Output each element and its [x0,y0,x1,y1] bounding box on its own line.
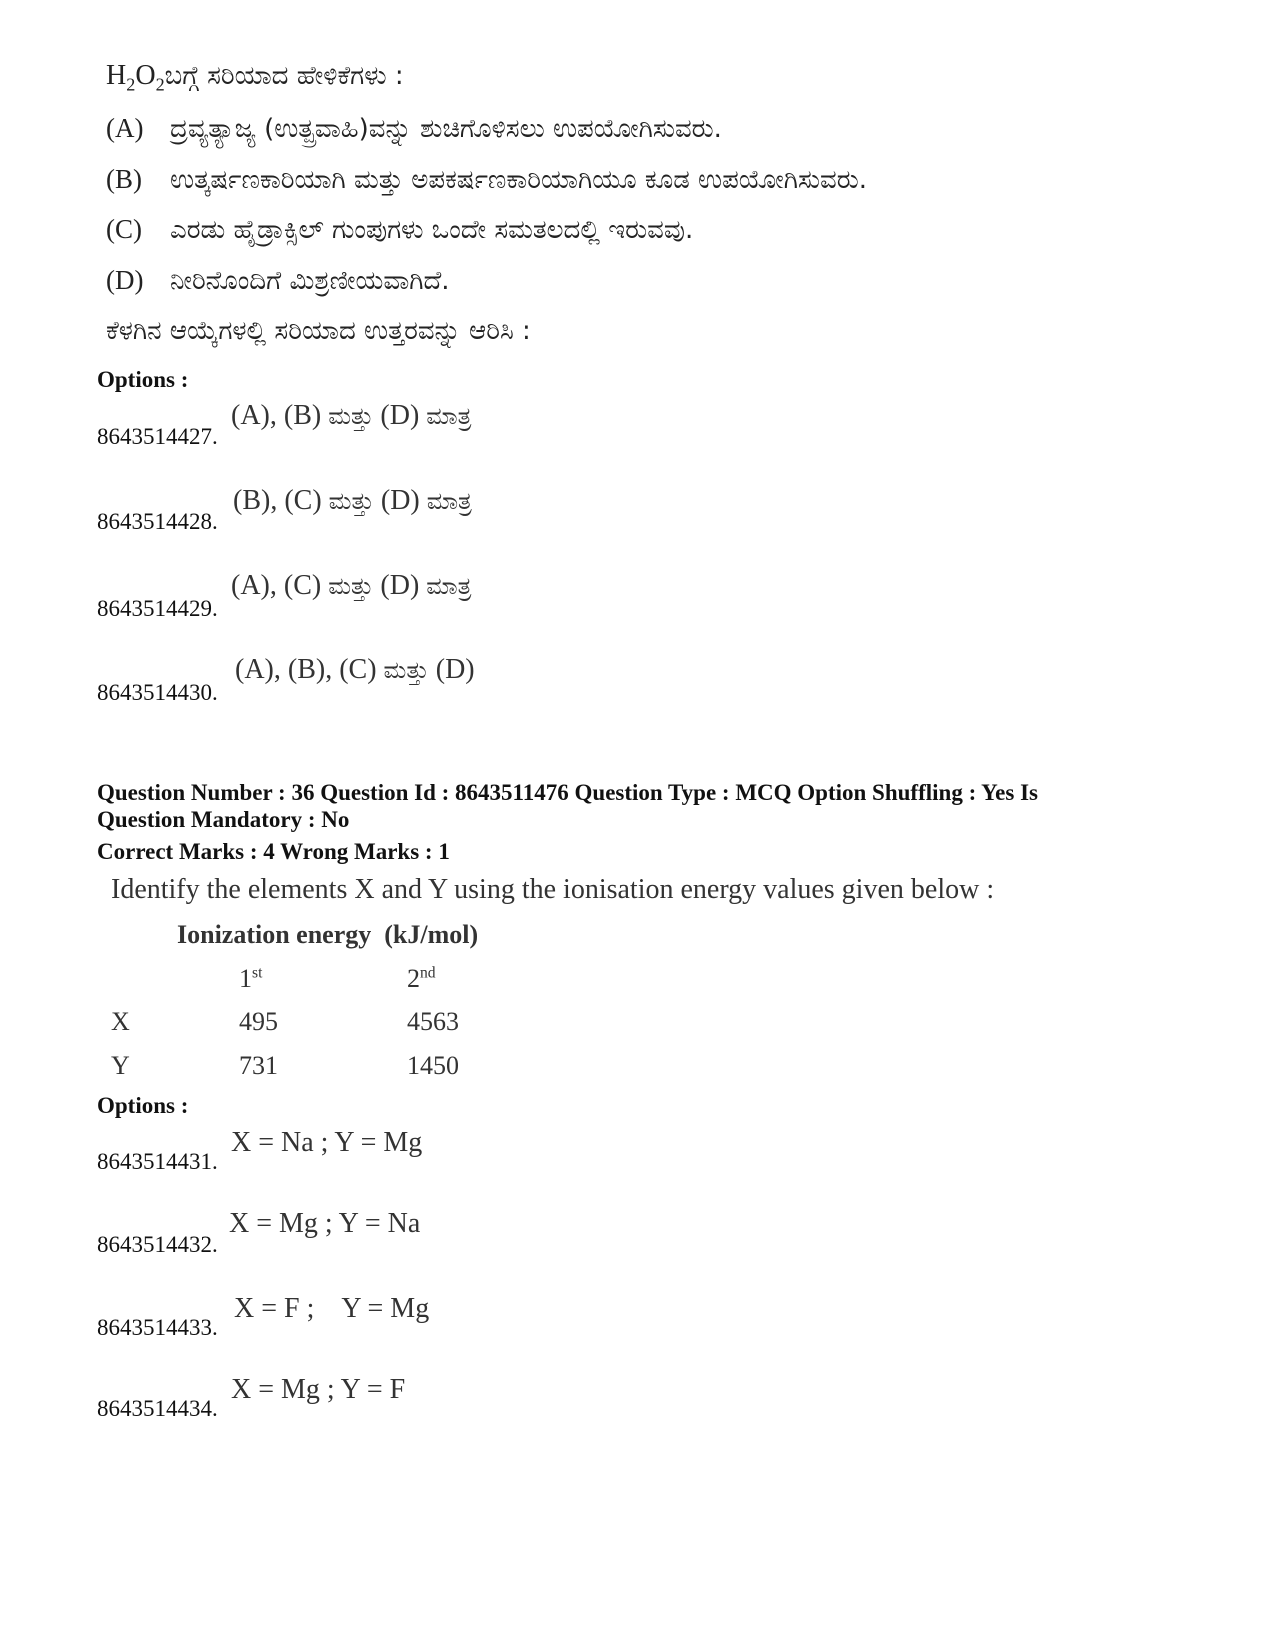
q35-option-3[interactable] [97,570,597,630]
option-word: ಮತ್ತು [328,487,374,515]
option-id: 8643514429. [97,596,218,621]
column-header-first [239,964,262,994]
statement-label: (A) [106,113,144,143]
option-letters: (A), (C) [231,570,322,601]
option-text [235,654,475,686]
option-text [231,570,471,602]
ionization-table-title: Ionization energy (kJ/mol) [177,920,479,949]
statement-text: ದ್ರವ್ಯತ್ಯಾಜ್ಯ (ಉತ್ಪ್ರವಾಹಿ)ವನ್ನು ಶುಚಿಗೊಳಿಸಲು ಉಪಯೋಗಿಸುವರು. [170,114,722,144]
q35-intro-text: ಬಗ್ಗೆ ಸರಿಯಾದ ಹೇಳಿಕೆಗಳು : [164,61,404,91]
q36-option-3[interactable] [97,1293,547,1353]
option-word: ಮತ್ತು [328,572,374,600]
q36-option-4[interactable] [97,1374,547,1434]
statement-label: (D) [106,265,144,295]
option-text: X = Mg ; Y = F [231,1374,406,1405]
q36-option-1[interactable] [97,1127,547,1187]
option-suffix: ಮಾತ್ರ [426,487,472,515]
option-id: 8643514432. [97,1232,218,1257]
option-text [231,400,471,432]
q35-statement-c [106,214,693,246]
table-row-y-first: 731 [239,1051,278,1080]
table-row-x-first: 495 [239,1007,278,1036]
option-id: 8643514433. [97,1315,218,1340]
option-letters: (A), (B), (C) [235,654,377,685]
column-header-first-suffix: st [252,964,263,982]
statement-text: ಎರಡು ಹೈಡ್ರಾಕ್ಸಿಲ್ ಗುಂಪುಗಳು ಒಂದೇ ಸಮತಲದಲ್ಲಿ ಇರುವವು. [170,215,694,245]
column-header-second-number: 2 [407,964,420,993]
option-text: X = Na ; Y = Mg [231,1127,423,1158]
q35-options-label: Options : [97,367,189,392]
statement-text: ಉತ್ಕರ್ಷಣಕಾರಿಯಾಗಿ ಮತ್ತು ಅಪಕರ್ಷಣಕಾರಿಯಾಗಿಯೂ ಕೂಡ ಉಪಯೋಗಿಸುವರು. [170,165,867,195]
q36-option-2[interactable] [97,1208,547,1268]
option-tail: (D) [380,570,420,601]
option-text: X = Mg ; Y = Na [229,1208,421,1239]
option-text [233,485,472,517]
option-letters: (B), (C) [233,485,322,516]
option-suffix: ಮಾತ್ರ [426,402,472,430]
option-id: 8643514430. [97,680,218,705]
option-tail: (D) [380,485,420,516]
table-row-x-second: 4563 [407,1007,459,1036]
option-letters: (A), (B) [231,400,322,431]
q35-intro [106,60,404,96]
option-suffix: ಮಾತ್ರ [426,572,472,600]
statement-label: (C) [106,214,142,244]
q36-question-text: Identify the elements X and Y using the ionisation energy values given below : [111,874,995,905]
option-word: ಮತ್ತು [328,402,374,430]
q36-options-label: Options : [97,1093,189,1118]
table-row-y-label: Y [111,1051,130,1080]
option-id: 8643514431. [97,1149,218,1174]
q35-option-4[interactable] [97,654,597,714]
option-word: ಮತ್ತು [383,656,429,684]
q35-statement-b [106,164,867,196]
statement-text: ನೀರಿನೊಂದಿಗೆ ಮಿಶ್ರಣೀಯವಾಗಿದೆ. [170,266,450,296]
column-header-second [407,964,436,994]
table-row-x-label: X [111,1007,130,1036]
q35-prompt: ಕೆಳಗಿನ ಆಯ್ಕೆಗಳಲ್ಲಿ ಸರಿಯಾದ ಉತ್ತರವನ್ನು ಆರಿಸಿ : [106,316,531,346]
h2o2-formula-o: O [135,60,156,91]
q35-option-2[interactable] [97,485,597,545]
statement-label: (B) [106,164,142,194]
column-header-first-number: 1 [239,964,252,993]
h2o2-formula-sub2: 2 [155,74,165,95]
q35-option-1[interactable] [97,400,597,460]
h2o2-formula-h: H [106,60,127,91]
option-id: 8643514427. [97,424,218,449]
q36-marks-line: Correct Marks : 4 Wrong Marks : 1 [97,839,450,864]
option-text: X = F ; Y = Mg [234,1293,430,1324]
column-header-second-suffix: nd [420,964,436,982]
h2o2-formula-sub1: 2 [126,74,136,95]
q35-statement-a [106,113,722,145]
option-id: 8643514428. [97,509,218,534]
option-tail: (D) [380,400,420,431]
q36-meta-line-2: Question Mandatory : No [97,807,350,832]
q35-statement-d [106,265,450,297]
option-id: 8643514434. [97,1396,218,1421]
q36-meta-line-1: Question Number : 36 Question Id : 8643511476 Question Type : MCQ Option Shuffling : Yes Is [97,780,1038,805]
table-row-y-second: 1450 [407,1051,459,1080]
option-tail: (D) [435,654,475,685]
